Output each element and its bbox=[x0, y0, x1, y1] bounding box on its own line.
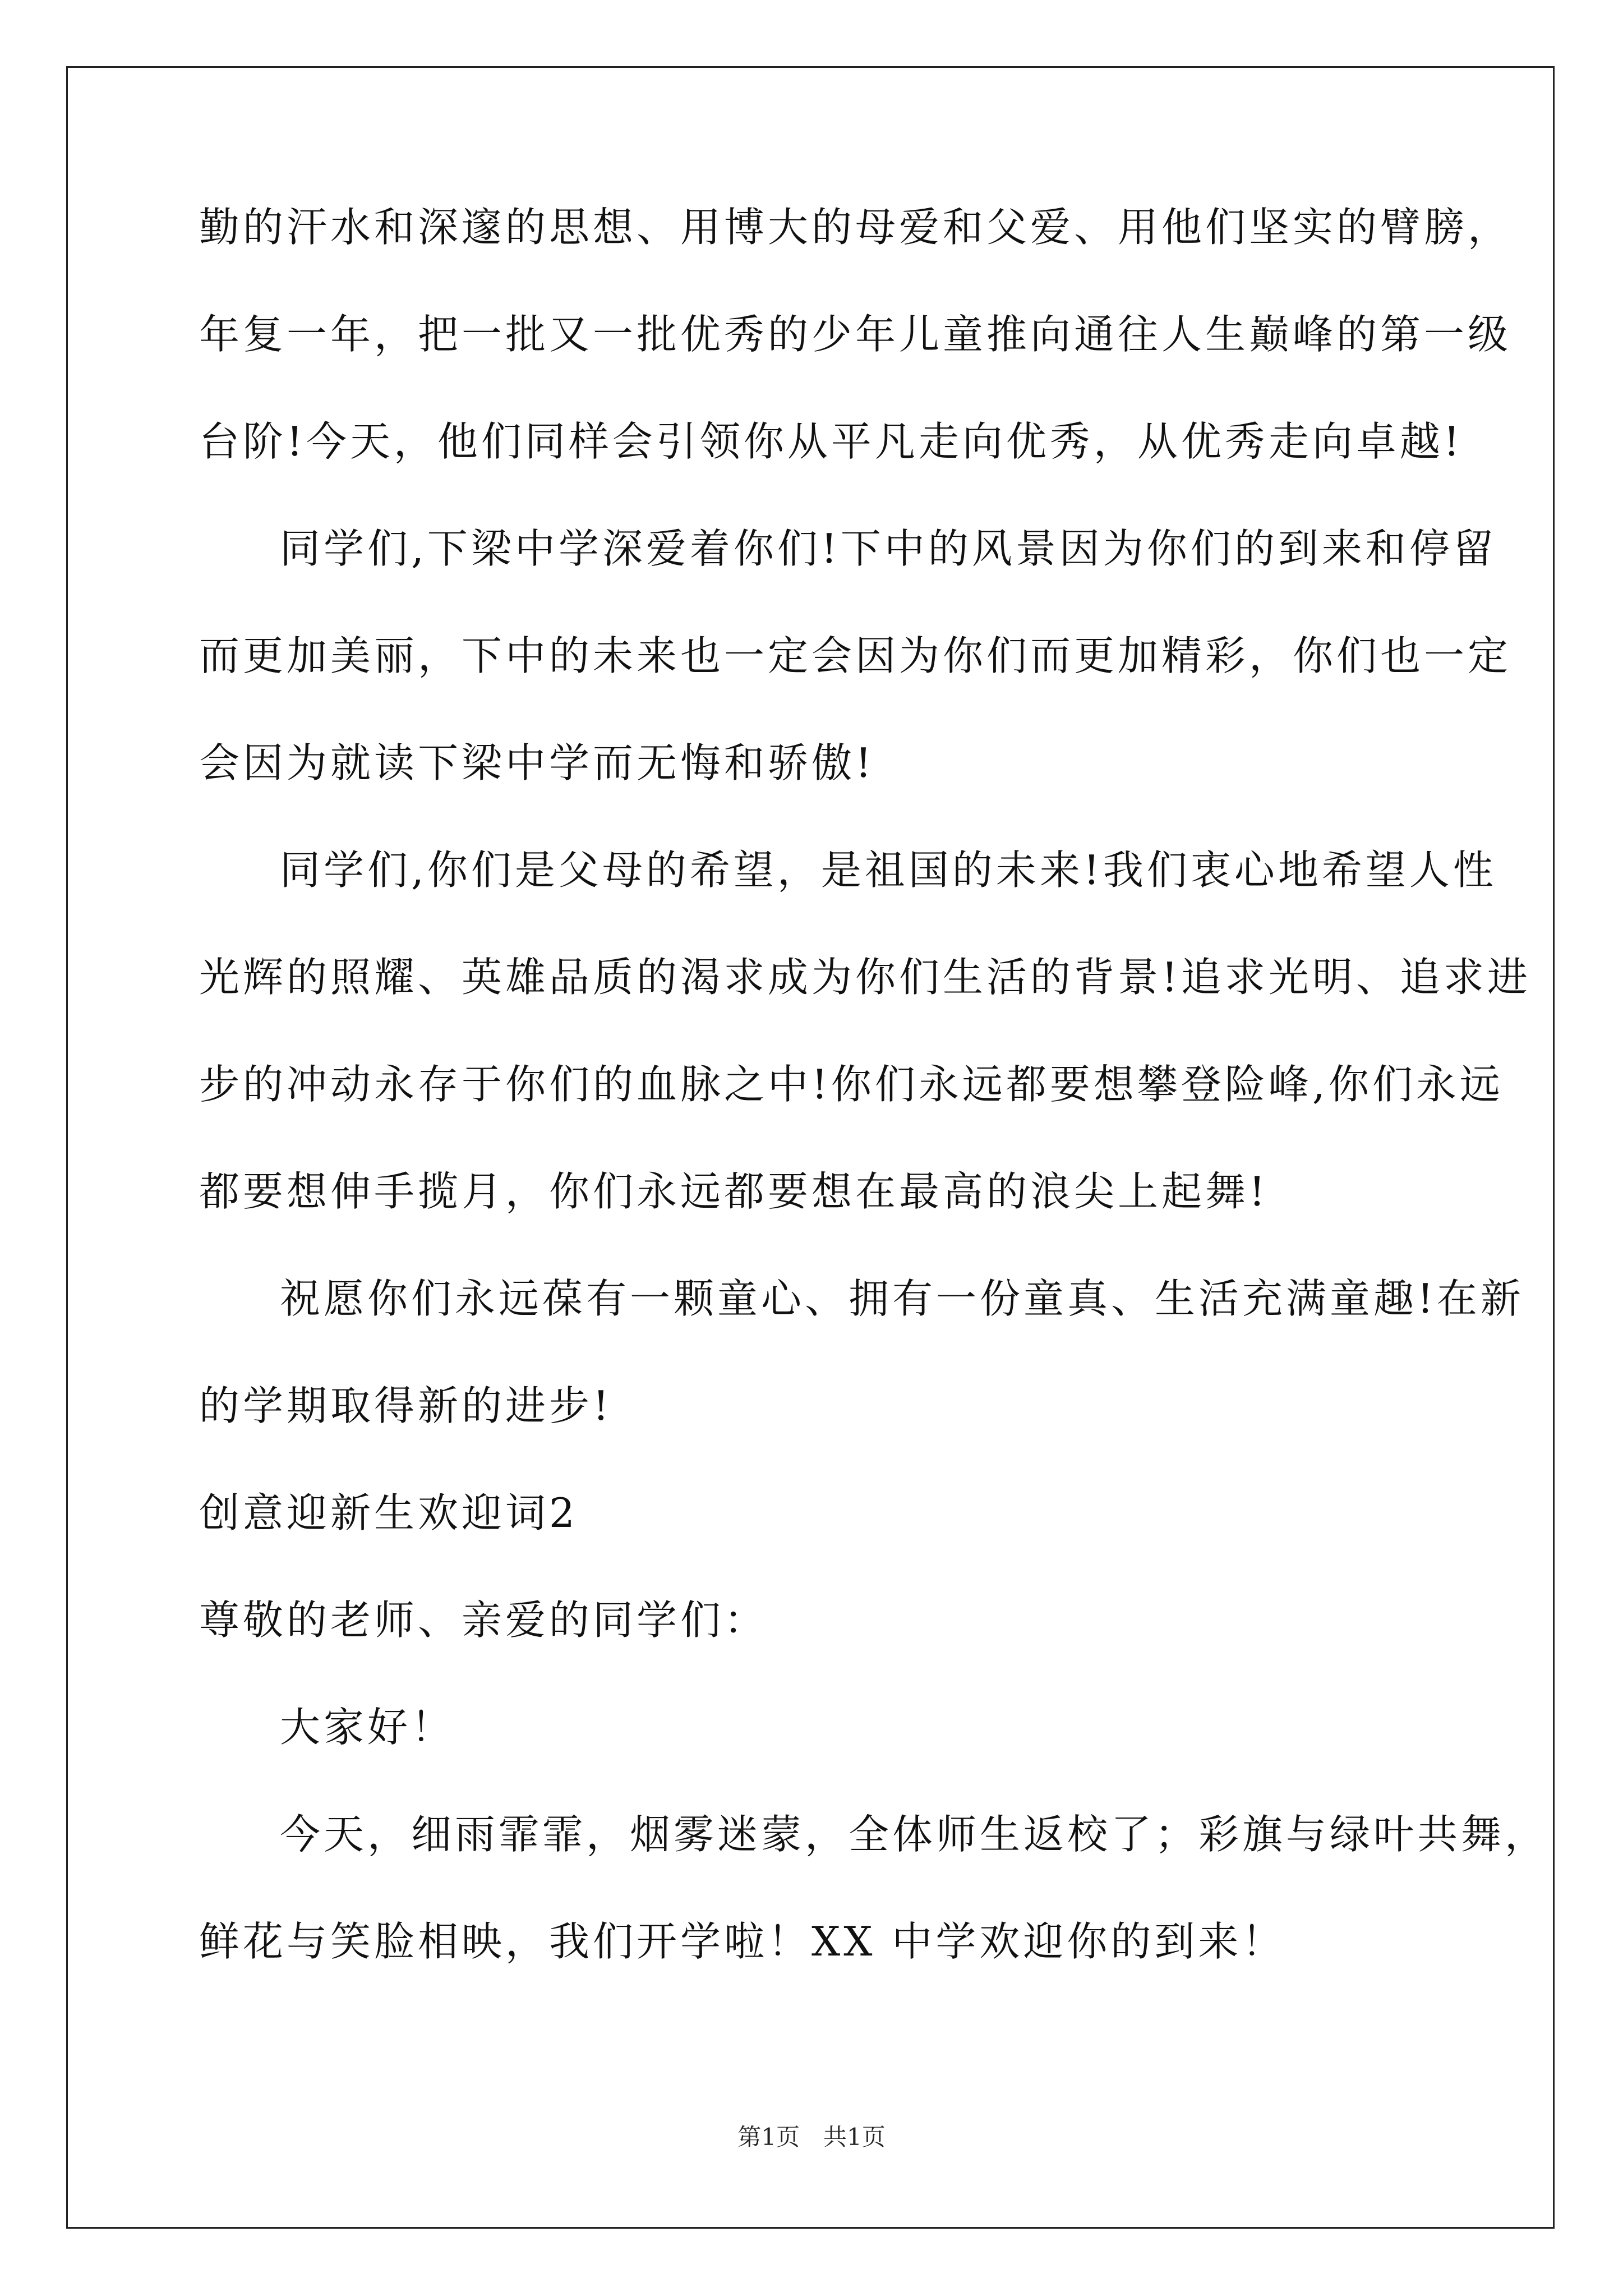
page-number-footer: 第1页 共1页 bbox=[737, 2123, 886, 2151]
text-line-17: 鲜花与笑脸相映，我们开学啦！XX 中学欢迎你的到来！ bbox=[199, 1918, 1286, 1965]
page-border bbox=[66, 66, 1555, 2229]
text-line-3: 台阶!今天，他们同样会引领你从平凡走向优秀，从优秀走向卓越! bbox=[199, 418, 1463, 465]
text-line-8: 光辉的照耀、英雄品质的渴求成为你们生活的背景!追求光明、追求进 bbox=[199, 954, 1531, 1001]
text-line-10: 都要想伸手揽月，你们永远都要想在最高的浪尖上起舞! bbox=[199, 1168, 1269, 1215]
text-line-12: 的学期取得新的进步! bbox=[199, 1382, 612, 1429]
greeting: 大家好！ bbox=[280, 1704, 455, 1751]
text-line-2: 年复一年，把一批又一批优秀的少年儿童推向通往人生巅峰的第一级 bbox=[199, 311, 1512, 358]
text-line-11: 祝愿你们永远葆有一颗童心、拥有一份童真、生活充满童趣!在新 bbox=[280, 1275, 1524, 1322]
text-line-4: 同学们,下梁中学深爱着你们!下中的风景因为你们的到来和停留 bbox=[280, 525, 1497, 572]
text-line-1: 勤的汗水和深邃的思想、用博大的母爱和父爱、用他们坚实的臂膀， bbox=[199, 204, 1512, 251]
section-heading: 创意迎新生欢迎词2 bbox=[199, 1489, 578, 1536]
text-line-5: 而更加美丽，下中的未来也一定会因为你们而更加精彩，你们也一定 bbox=[199, 632, 1512, 679]
text-line-7: 同学们,你们是父母的希望，是祖国的未来!我们衷心地希望人性 bbox=[280, 846, 1497, 894]
text-line-6: 会因为就读下梁中学而无悔和骄傲! bbox=[199, 739, 875, 786]
text-line-9: 步的冲动永存于你们的血脉之中!你们永远都要想攀登险峰,你们永远 bbox=[199, 1061, 1504, 1108]
text-line-16: 今天，细雨霏霏，烟雾迷蒙，全体师生返校了；彩旗与绿叶共舞， bbox=[280, 1811, 1549, 1858]
salutation: 尊敬的老师、亲爱的同学们： bbox=[199, 1596, 768, 1644]
